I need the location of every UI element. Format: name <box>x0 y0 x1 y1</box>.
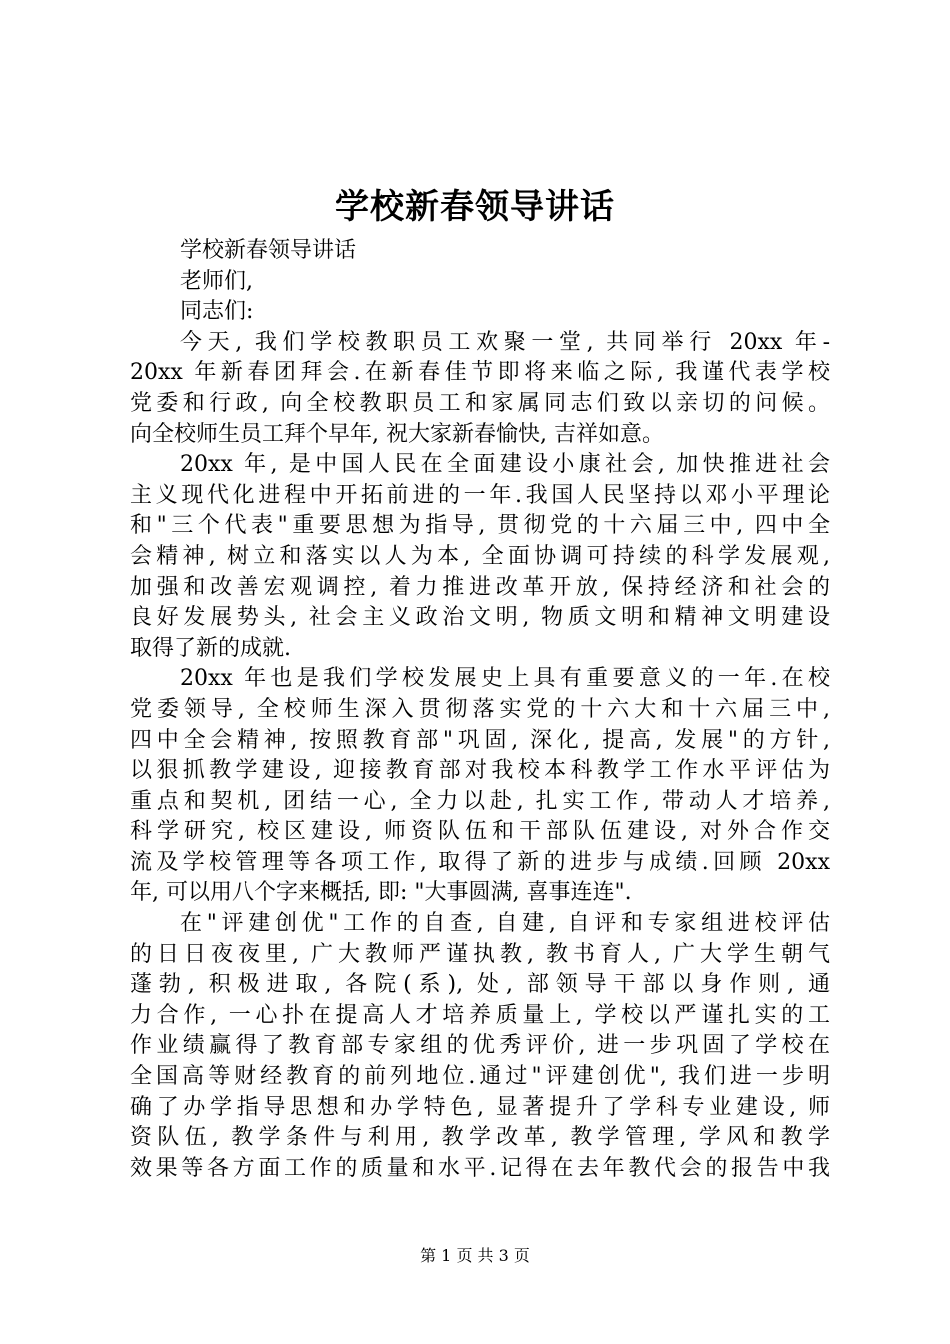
text-line: 在"评建创优"工作的自查, 自建, 自评和专家组进校评估 <box>180 911 830 937</box>
text-line: 老师们, <box>180 268 253 294</box>
text-line: 会精神, 树立和落实以人为本, 全面协调可持续的科学发展观, <box>130 543 830 569</box>
text-line: 力合作, 一心扑在提高人才培养质量上, 学校以严谨扎实的工 <box>130 1002 830 1028</box>
text-line: 科学研究, 校区建设, 师资队伍和干部队伍建设, 对外合作交 <box>130 819 830 845</box>
text-line: 向全校师生员工拜个早年, 祝大家新春愉快, 吉祥如意。 <box>130 421 664 447</box>
text-line: 20xx 年也是我们学校发展史上具有重要意义的一年.在校 <box>180 666 830 692</box>
document-title: 学校新春领导讲话 <box>335 187 615 227</box>
text-line: 主义现代化进程中开拓前进的一年.我国人民坚持以邓小平理论 <box>130 482 830 508</box>
text-line: 加强和改善宏观调控, 着力推进改革开放, 保持经济和社会的 <box>130 574 830 600</box>
text-line: 今天, 我们学校教职员工欢聚一堂, 共同举行 20xx 年- <box>180 329 830 355</box>
text-line: 20xx 年新春团拜会.在新春佳节即将来临之际, 我谨代表学校 <box>130 360 830 386</box>
text-line: 的日日夜夜里, 广大教师严谨执教, 教书育人, 广大学生朝气 <box>130 941 830 967</box>
text-line: 全国高等财经教育的前列地位.通过"评建创优", 我们进一步明 <box>130 1064 830 1090</box>
text-line: 蓬勃, 积极进取, 各院(系), 处, 部领导干部以身作则, 通 <box>130 972 830 998</box>
text-line: 和"三个代表"重要思想为指导, 贯彻党的十六届三中, 四中全 <box>130 513 830 539</box>
text-line: 流及学校管理等各项工作, 取得了新的进步与成绩.回顾 20xx <box>130 849 830 875</box>
text-line: 同志们: <box>180 299 254 325</box>
text-line: 良好发展势头, 社会主义政治文明, 物质文明和精神文明建设 <box>130 605 830 631</box>
text-line: 党委领导, 全校师生深入贯彻落实党的十六大和十六届三中, <box>130 696 830 722</box>
text-line: 20xx 年, 是中国人民在全面建设小康社会, 加快推进社会 <box>180 452 830 478</box>
text-line: 四中全会精神, 按照教育部"巩固, 深化, 提高, 发展"的方针, <box>130 727 830 753</box>
text-line: 以狠抓教学建设, 迎接教育部对我校本科教学工作水平评估为 <box>130 758 830 784</box>
text-line: 年, 可以用八个字来概括, 即: "大事圆满, 喜事连连". <box>130 880 632 906</box>
text-line: 效果等各方面工作的质量和水平.记得在去年教代会的报告中我 <box>130 1155 830 1181</box>
document-body <box>130 236 830 1184</box>
text-line: 重点和契机, 团结一心, 全力以赴, 扎实工作, 带动人才培养, <box>130 788 830 814</box>
text-line: 作业绩赢得了教育部专家组的优秀评价, 进一步巩固了学校在 <box>130 1033 830 1059</box>
text-line: 学校新春领导讲话 <box>180 238 357 263</box>
text-line: 党委和行政, 向全校教职员工和家属同志们致以亲切的问候。 <box>130 390 830 416</box>
text-line: 资队伍, 教学条件与利用, 教学改革, 教学管理, 学风和教学 <box>130 1125 830 1151</box>
page-footer: 第 1 页 共 3 页 <box>420 1246 530 1265</box>
text-line: 取得了新的成就. <box>130 635 291 661</box>
text-line: 确了办学指导思想和办学特色, 显著提升了学科专业建设, 师 <box>130 1094 830 1120</box>
